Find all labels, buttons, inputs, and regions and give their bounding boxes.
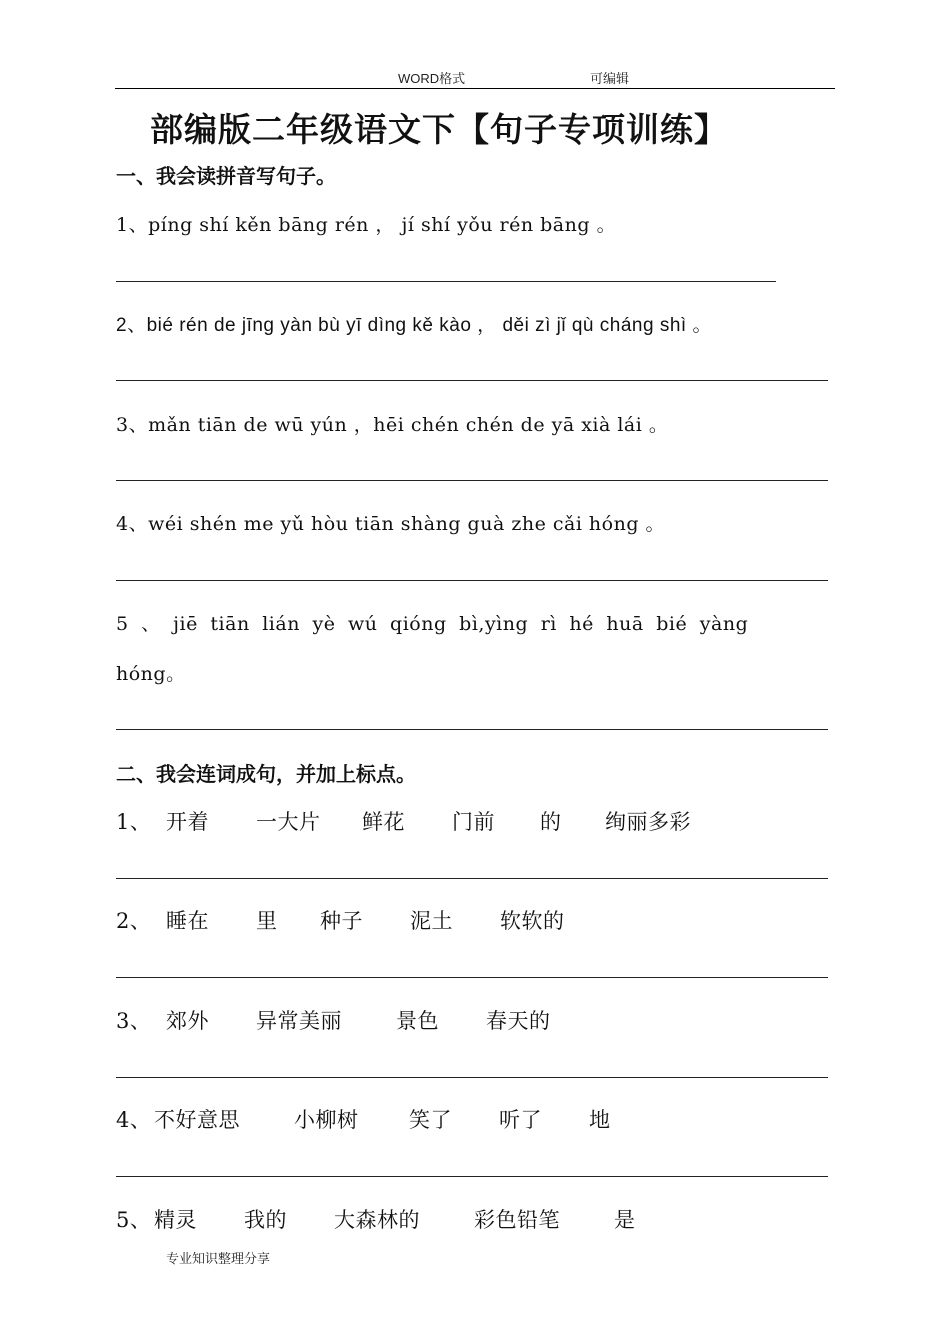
word-chip: 笑了 xyxy=(409,1108,452,1132)
item-number: 5、 xyxy=(116,1208,152,1232)
header-rule xyxy=(115,88,835,89)
section-1-heading: 一、我会读拼音写句子。 xyxy=(116,164,336,188)
item-number: 2、 xyxy=(116,909,152,933)
word-chip: 大森林的 xyxy=(334,1208,420,1232)
section-2-heading: 二、我会连词成句，并加上标点。 xyxy=(116,762,416,786)
word-chip: 睡在 xyxy=(166,909,209,933)
answer-line-3 xyxy=(116,480,828,481)
pinyin-item-4: 4、wéi shén me yǔ hòu tiān shàng guà zhe cǎi hóng 。 xyxy=(116,513,666,535)
word-chip: 泥土 xyxy=(410,909,453,933)
word-group-3 xyxy=(116,1005,551,1035)
header-left-label: WORD格式 xyxy=(398,71,466,86)
word-chip: 彩色铅笔 xyxy=(474,1208,560,1232)
word-chip: 开着 xyxy=(166,810,209,834)
word-chip: 绚丽多彩 xyxy=(605,810,691,834)
answer-line-6 xyxy=(116,878,828,879)
word-chip: 小柳树 xyxy=(294,1108,359,1132)
word-group-2 xyxy=(116,905,565,935)
word-chip: 种子 xyxy=(320,909,363,933)
word-chip: 软软的 xyxy=(500,909,565,933)
answer-line-7 xyxy=(116,977,828,978)
item-number: 3、 xyxy=(116,1009,152,1033)
answer-line-1 xyxy=(116,281,776,282)
answer-line-8 xyxy=(116,1077,828,1078)
word-chip: 里 xyxy=(256,909,278,933)
item-number: 1、 xyxy=(116,810,152,834)
word-chip: 春天的 xyxy=(486,1009,551,1033)
word-group-5 xyxy=(116,1204,636,1234)
word-chip: 听了 xyxy=(499,1108,542,1132)
pinyin-item-2: 2、bié rén de jīnɡ yàn bù yī dìnɡ kě kào ， děi zì jǐ qù chánɡ shì 。 xyxy=(116,315,712,336)
word-group-1 xyxy=(116,806,691,836)
word-chip: 的 xyxy=(540,810,562,834)
pinyin-item-3: 3、mǎn tiān de wū yún ，hēi chén chén de yā xià lái 。 xyxy=(116,414,669,436)
pinyin-item-5: 5 、 jiē tiān lián yè wú qióng bì,yìng rì hé huā bié yàng xyxy=(116,613,749,635)
page-title: 部编版二年级语文下【句子专项训练】 xyxy=(150,110,728,149)
word-chip: 我的 xyxy=(244,1208,287,1232)
item-number: 4、 xyxy=(116,1108,152,1132)
word-chip: 郊外 xyxy=(166,1009,209,1033)
word-chip: 精灵 xyxy=(154,1208,197,1232)
word-chip: 不好意思 xyxy=(154,1108,240,1132)
footer-label: 专业知识整理分享 xyxy=(166,1252,271,1267)
pinyin-item-1: 1、píng shí kěn bāng rén ， jí shí yǒu rén bāng 。 xyxy=(116,214,617,236)
word-group-4 xyxy=(116,1104,611,1134)
answer-line-9 xyxy=(116,1176,828,1177)
pinyin-item-5-cont: hóng。 xyxy=(116,663,186,685)
word-chip: 景色 xyxy=(396,1009,439,1033)
header-right-label: 可编辑 xyxy=(590,71,630,86)
answer-line-5 xyxy=(116,729,828,730)
answer-line-4 xyxy=(116,580,828,581)
word-chip: 一大片 xyxy=(256,810,321,834)
word-chip: 异常美丽 xyxy=(256,1009,342,1033)
word-chip: 地 xyxy=(589,1108,611,1132)
word-chip: 鲜花 xyxy=(362,810,405,834)
answer-line-2 xyxy=(116,380,828,381)
word-chip: 门前 xyxy=(452,810,495,834)
word-chip: 是 xyxy=(614,1208,636,1232)
